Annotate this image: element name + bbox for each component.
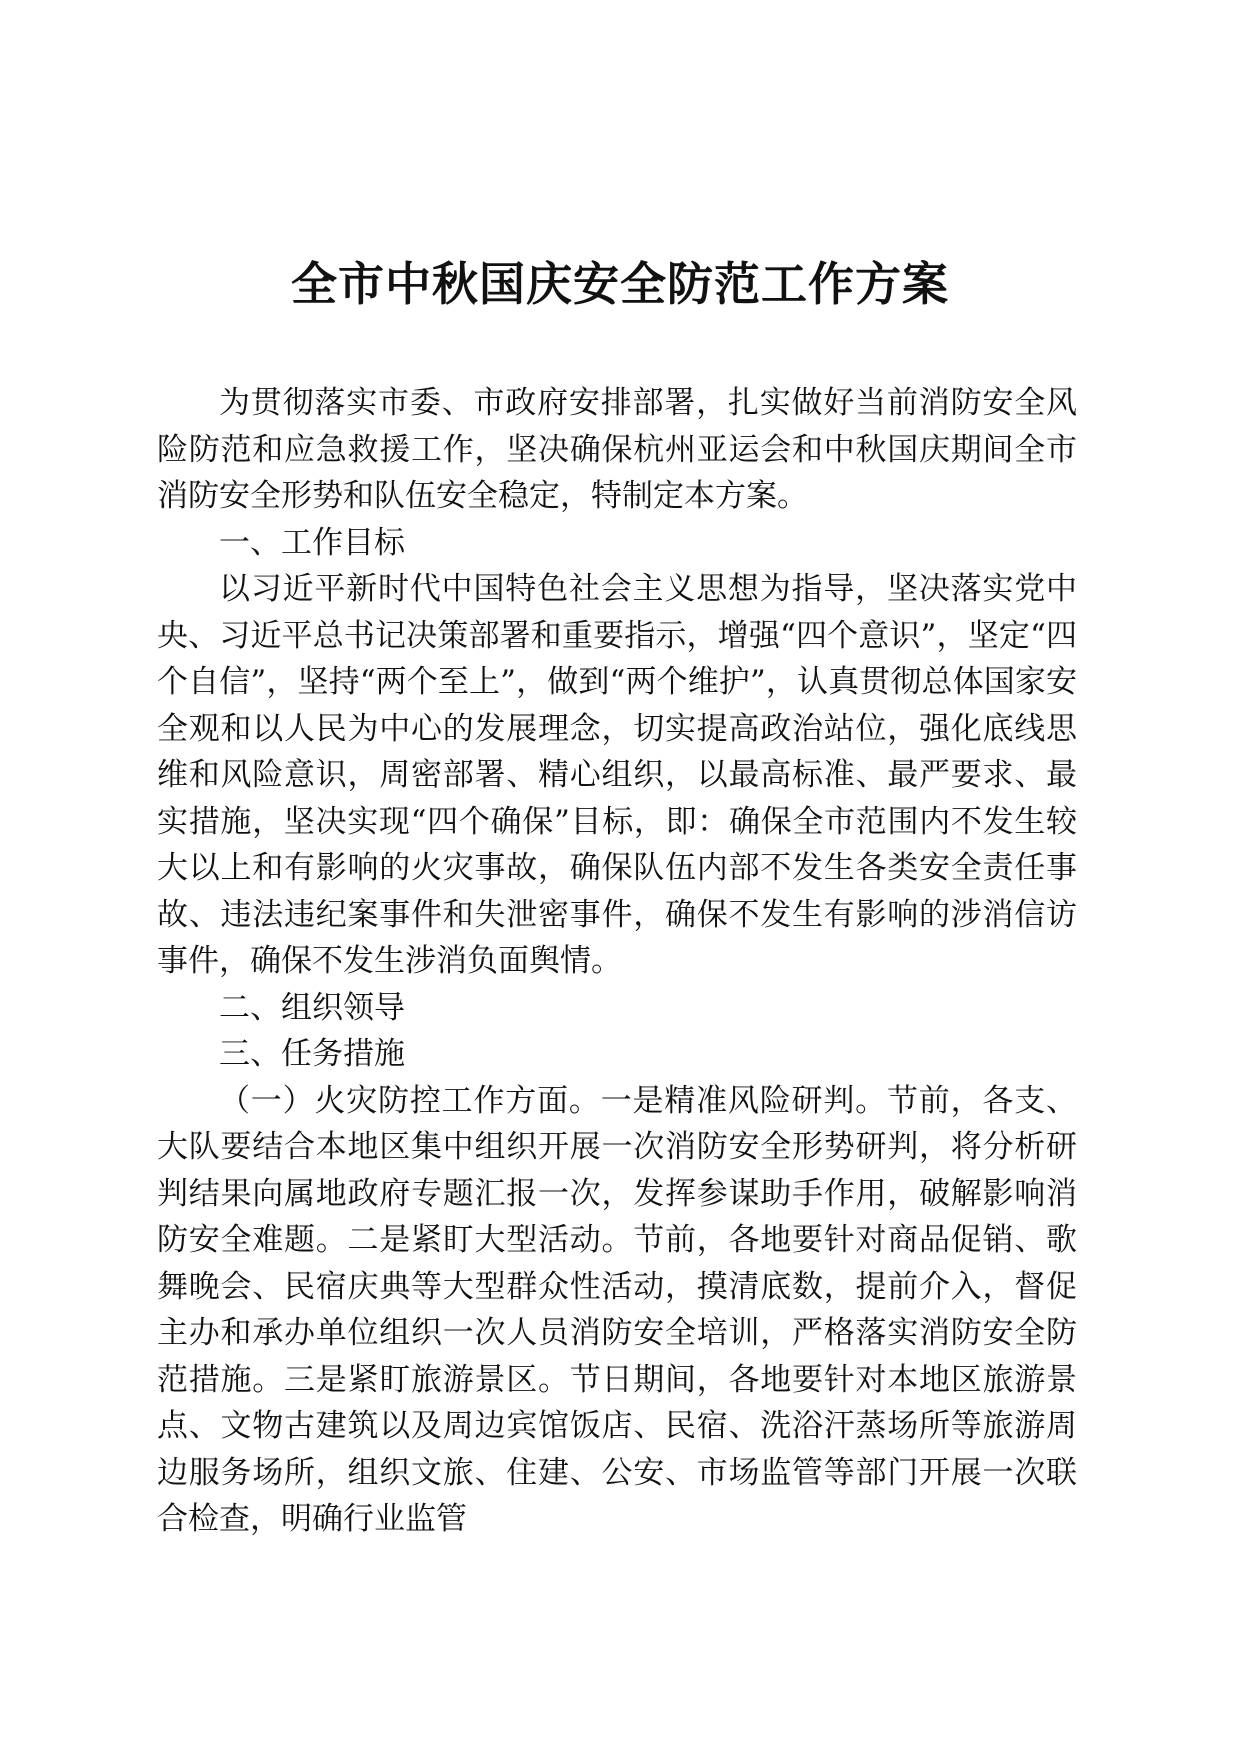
section-heading-organization: 二、组织领导 [219, 989, 405, 1026]
measures-paragraph: （一）火灾防控工作方面。一是精准风险研判。节前，各支、大队要结合本地区集中组织开展一次消防安全形势研判，将分析研判结果向属地政府专题汇报一次，发挥参谋助手作用，破解影响消防安全难题。二是紧盯大型活动。节前，各地要针对商品促销、歌舞晚会、民宿庆典等大型群众性活动，摸清底数，提前介入，督促主办和承办单位组织一次人员消防安全培训，严格落实消防安全防范措施。三是紧盯旅游景区。节日期间，各地要针对本地区旅游景点、文物古建筑以及周边宾馆饭店、民宿、洗浴汗蒸场所等旅游周边服务场所，组织文旅、住建、公安、市场监管等部门开展一次联合检查，明确行业监管 [157, 1082, 1077, 1537]
goals-paragraph: 以习近平新时代中国特色社会主义思想为指导，坚决落实党中央、习近平总书记决策部署和重要指示，增强“四个意识”，坚定“四个自信”，坚持“两个至上”，做到“两个维护”，认真贯彻总体国家安全观和以人民为中心的发展理念，切实提高政治站位，强化底线思维和风险意识，周密部署、精心组织，以最高标准、最严要求、最实措施，坚决实现“四个确保”目标，即：确保全市范围内不发生较大以上和有影响的火灾事故，确保队伍内部不发生各类安全责任事故、违法违纪案事件和失泄密事件，确保不发生有影响的涉消信访事件，确保不发生涉消负面舆情。 [157, 571, 1077, 979]
section-heading-measures: 三、任务措施 [219, 1036, 405, 1072]
section-heading-goals: 一、工作目标 [219, 524, 405, 561]
intro-paragraph: 为贯彻落实市委、市政府安排部署，扎实做好当前消防安全风险防范和应急救援工作，坚决确保杭州亚运会和中秋国庆期间全市消防安全形势和队伍安全稳定，特制定本方案。 [157, 385, 1077, 514]
document-body [157, 380, 1077, 1543]
document-title: 全市中秋国庆安全防范工作方案 [291, 257, 949, 311]
